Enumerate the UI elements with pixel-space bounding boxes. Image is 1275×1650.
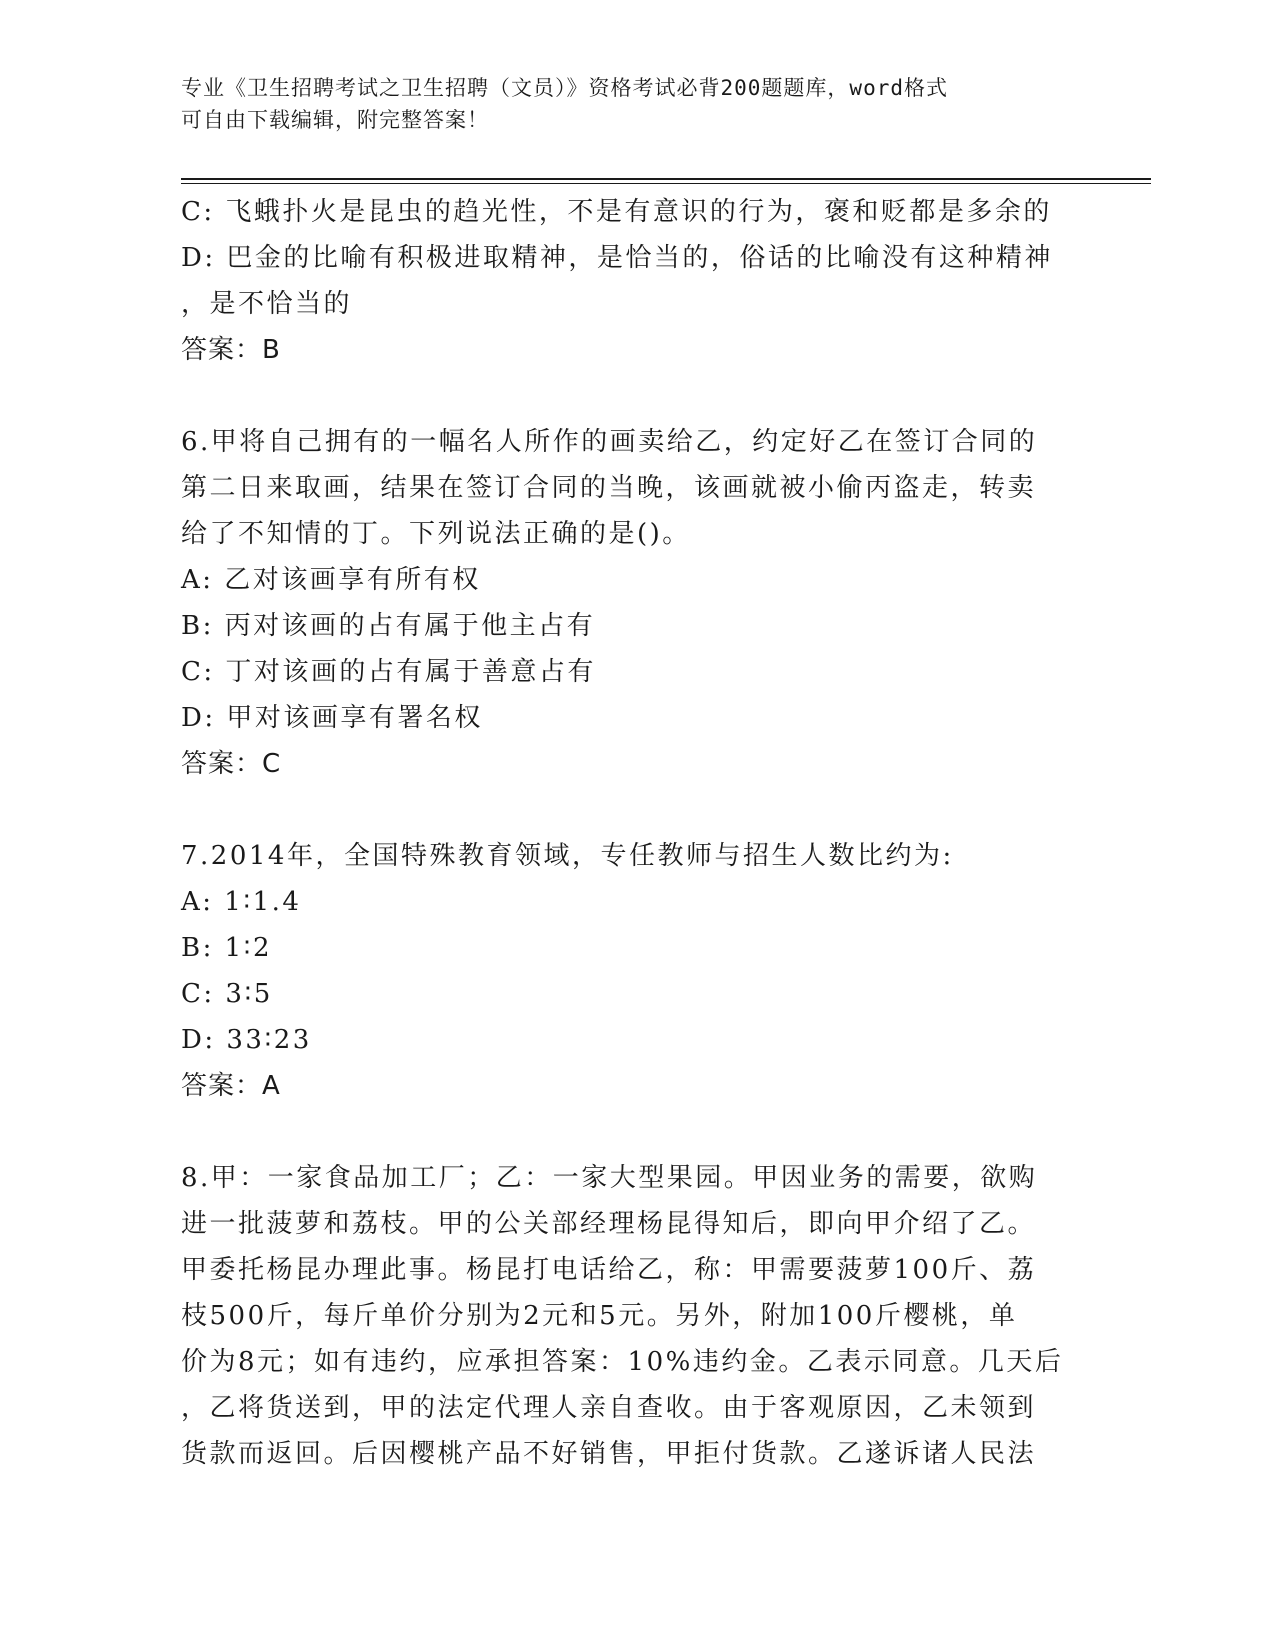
q6-answer: 答案：C — [181, 749, 282, 779]
q5-option-c: C: 飞蛾扑火是昆虫的趋光性，不是有意识的行为，褒和贬都是多余的 — [181, 197, 1052, 227]
q8-line-1: 8.甲：一家食品加工厂；乙：一家大型果园。甲因业务的需要，欲购 — [181, 1163, 1038, 1193]
q8-line-6: ，乙将货送到，甲的法定代理人亲自查收。由于客观原因，乙未领到 — [181, 1393, 1037, 1423]
q7-stem: 7.2014年，全国特殊教育领域，专任教师与招生人数比约为: — [181, 841, 954, 871]
q7-answer: 答案：A — [181, 1071, 281, 1101]
q8-line-3: 甲委托杨昆办理此事。杨昆打电话给乙，称：甲需要菠萝100斤、荔 — [181, 1255, 1037, 1285]
q7-option-d: D: 33∶23 — [181, 1025, 312, 1055]
q7-option-a: A: 1∶1.4 — [181, 887, 302, 917]
q7-option-b: B: 1∶2 — [181, 933, 272, 963]
q6-option-b: B: 丙对该画的占有属于他主占有 — [181, 611, 596, 641]
q6-stem-line-2: 第二日来取画，结果在签订合同的当晚，该画就被小偷丙盗走，转卖 — [181, 473, 1037, 503]
q7-option-c: C: 3∶5 — [181, 979, 273, 1009]
header-divider-thick — [181, 178, 1151, 180]
document-header — [181, 72, 1061, 136]
spacer — [181, 373, 1081, 419]
question-6 — [181, 419, 1081, 787]
question-8 — [181, 1155, 1081, 1477]
question-7 — [181, 833, 1081, 1109]
q6-option-c: C: 丁对该画的占有属于善意占有 — [181, 657, 596, 687]
q8-line-7: 货款而返回。后因樱桃产品不好销售，甲拒付货款。乙遂诉诸人民法 — [181, 1439, 1037, 1469]
spacer — [181, 787, 1081, 833]
header-title-line-2: 可自由下载编辑，附完整答案！ — [181, 108, 489, 132]
q5-option-d-line-2: ，是不恰当的 — [181, 289, 353, 319]
q6-option-d: D: 甲对该画享有署名权 — [181, 703, 483, 733]
q8-line-2: 进一批菠萝和荔枝。甲的公关部经理杨昆得知后，即向甲介绍了乙。 — [181, 1209, 1037, 1239]
q8-line-4: 枝500斤，每斤单价分别为2元和5元。另外，附加100斤樱桃，单 — [181, 1301, 1018, 1331]
header-divider-thin — [181, 183, 1151, 184]
q6-stem-line-3: 给了不知情的丁。下列说法正确的是()。 — [181, 519, 691, 549]
q5-option-d-line-1: D: 巴金的比喻有积极进取精神，是恰当的，俗话的比喻没有这种精神 — [181, 243, 1053, 273]
q8-line-5: 价为8元；如有违约，应承担答案：10%违约金。乙表示同意。几天后 — [181, 1347, 1064, 1377]
q6-stem-line-1: 6.甲将自己拥有的一幅名人所作的画卖给乙，约定好乙在签订合同的 — [181, 427, 1038, 457]
question-5-tail — [181, 189, 1081, 373]
spacer — [181, 1109, 1081, 1155]
document-body — [181, 189, 1081, 1477]
q6-option-a: A: 乙对该画享有所有权 — [181, 565, 481, 595]
header-title-line-1: 专业《卫生招聘考试之卫生招聘（文员）》资格考试必背200题题库，word格式 — [181, 76, 948, 100]
q5-answer: 答案：B — [181, 335, 281, 365]
